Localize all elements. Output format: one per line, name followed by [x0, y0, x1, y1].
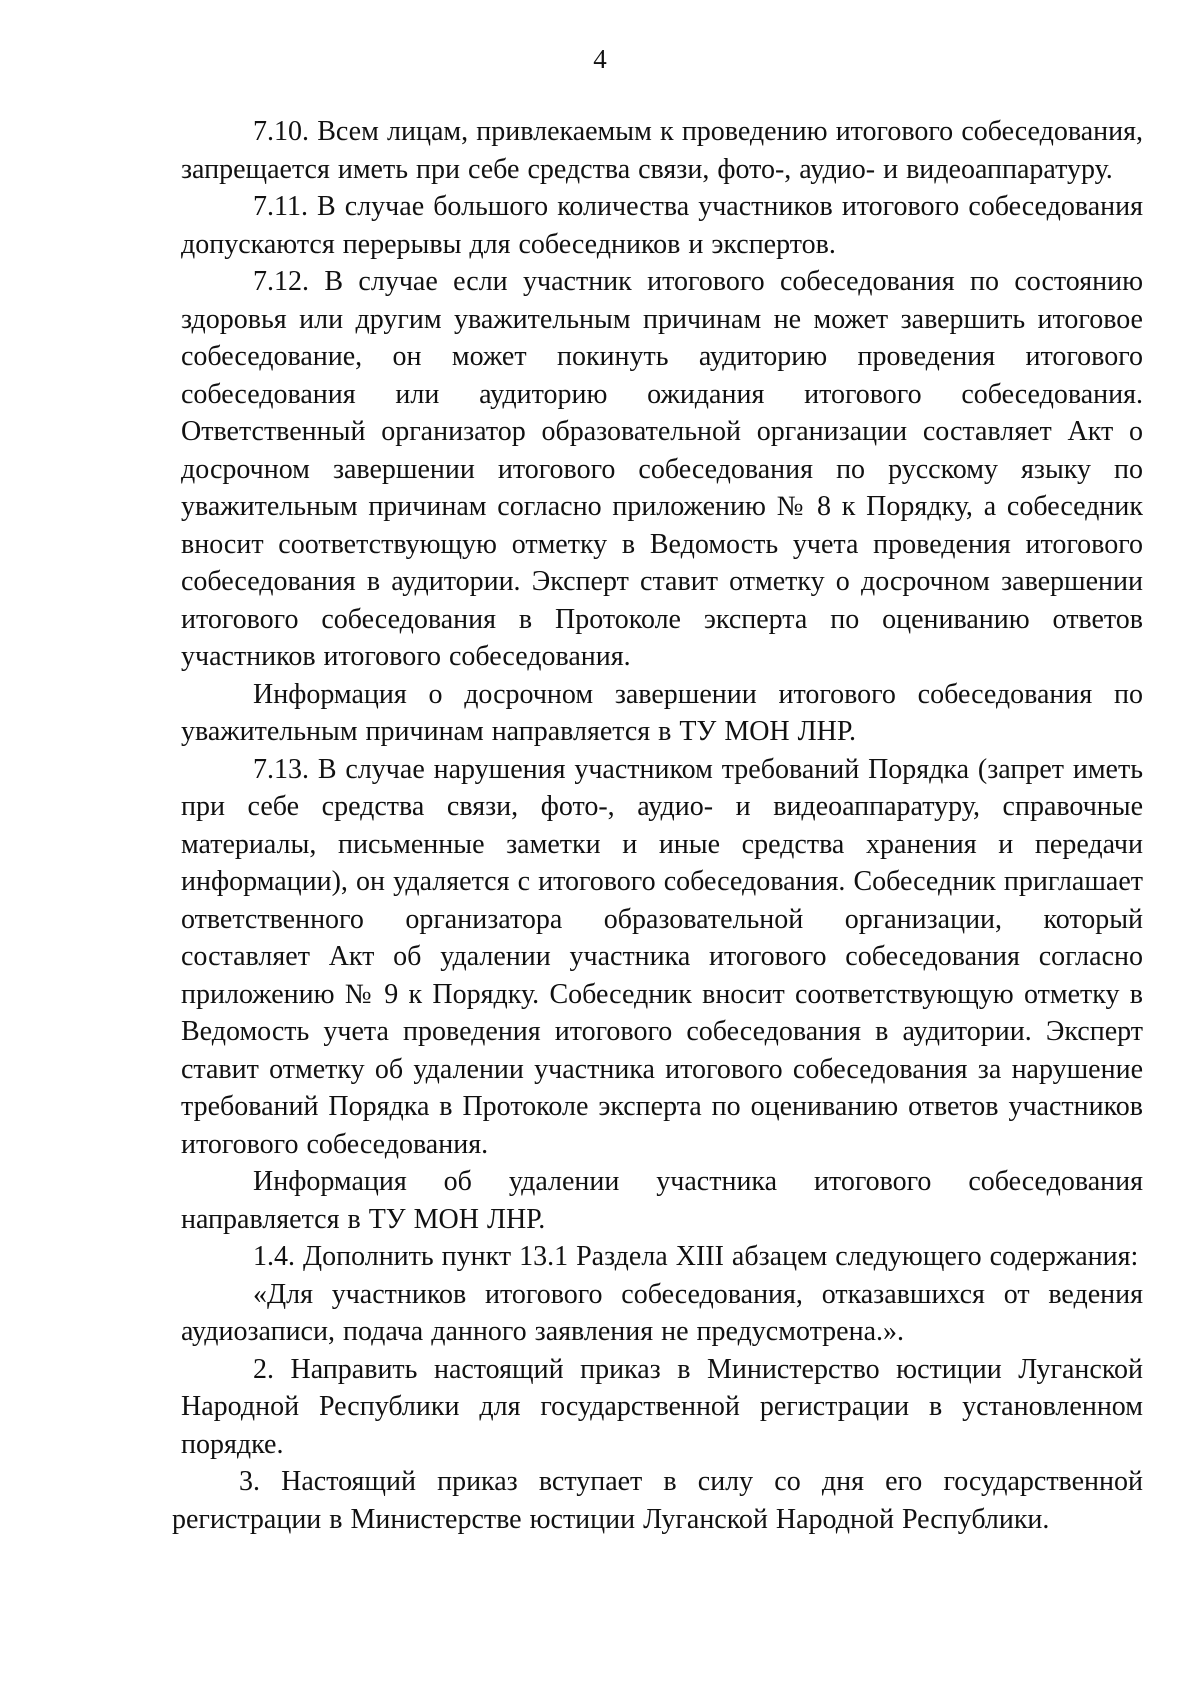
- paragraph-quote: «Для участников итогового собеседования, отказавшихся от ведения аудиозаписи, подача данного заявления не предусмотрена.».: [181, 1278, 1143, 1347]
- paragraph-7-13: 7.13. В случае нарушения участником требований Порядка (запрет иметь при себе средства связи, фото-, аудио- и видеоаппаратуру, справочные материалы, письменные заметки и иные средства хранения и передачи информации), он удаляется с итогового собеседования. Собеседник приглашает ответственного организатора образовательной организации, который составляет Акт об удалении участника итогового собеседования согласно приложению № 9 к Порядку. Собеседник вносит соответствующую отметку в Ведомость учета проведения итогового собеседования в аудитории. Эксперт ставит отметку об удалении участника итогового собеседования за нарушение требований Порядка в Протоколе эксперта по оцениванию ответов участников итогового собеседования.: [181, 753, 1143, 1160]
- page-number: 4: [593, 44, 607, 74]
- paragraph-2: 2. Направить настоящий приказ в Министерство юстиции Луганской Народной Республики для государственной регистрации в установленном порядке.: [181, 1353, 1143, 1460]
- paragraph-1-4: 1.4. Дополнить пункт 13.1 Раздела XIII абзацем следующего содержания:: [253, 1241, 1139, 1272]
- paragraph-7-11: 7.11. В случае большого количества участников итогового собеседования допускаются перерывы для собеседников и экспертов.: [181, 191, 1143, 260]
- paragraph-7-12: 7.12. В случае если участник итогового собеседования по состоянию здоровья или другим уважительным причинам не может завершить итоговое собеседование, он может покинуть аудиторию проведения итогового собеседования или аудиторию ожидания итогового собеседования. Ответственный организатор образовательной организации составляет Акт о досрочном завершении итогового собеседования по русскому языку по уважительным причинам согласно приложению № 8 к Порядку, а собеседник вносит соответствующую отметку в Ведомость учета проведения итогового собеседования в аудитории. Эксперт ставит отметку о досрочном завершении итогового собеседования в Протоколе эксперта по оцениванию ответов участников итогового собеседования.: [181, 266, 1143, 672]
- paragraph-3: 3. Настоящий приказ вступает в силу со дня его государственной регистрации в Министерстве юстиции Луганской Народной Республики.: [172, 1466, 1143, 1535]
- paragraph-early-completion-info: Информация о досрочном завершении итогового собеседования по уважительным причинам направляется в ТУ МОН ЛНР.: [181, 678, 1143, 747]
- paragraph-7-10: 7.10. Всем лицам, привлекаемым к проведению итогового собеседования, запрещается иметь при себе средства связи, фото-, аудио- и видеоаппаратуру.: [181, 116, 1143, 185]
- paragraph-removal-info: Информация об удалении участника итогового собеседования направляется в ТУ МОН ЛНР.: [181, 1166, 1143, 1235]
- document-body: [172, 113, 1143, 1538]
